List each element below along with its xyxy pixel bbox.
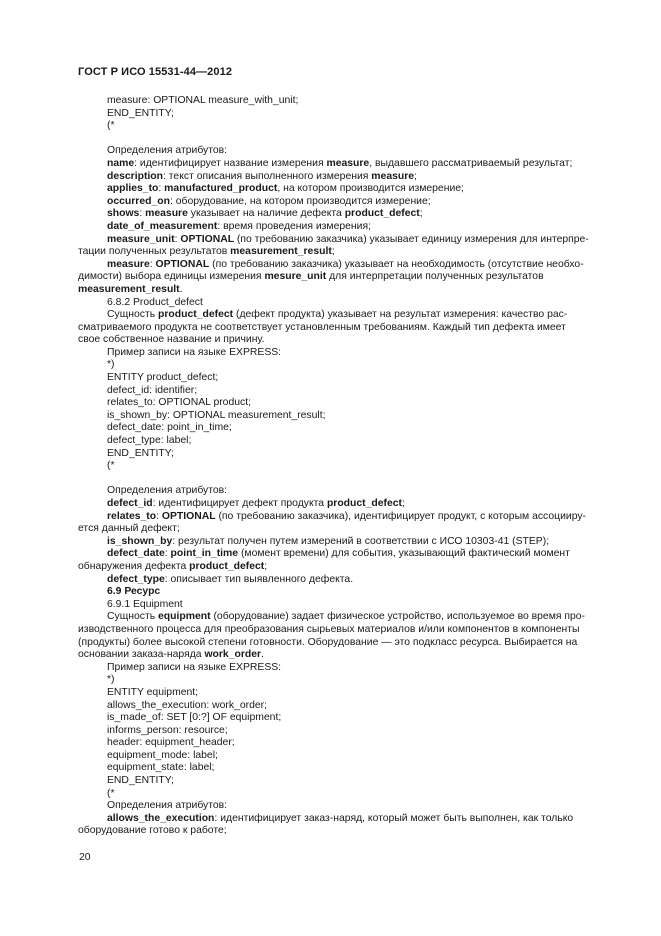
- code-line: defect_id: identifier;: [107, 384, 198, 396]
- code-line: allows_the_execution: work_order;: [107, 699, 267, 711]
- attr-measure-unit-cont: тации полученных результатов measurement_result;: [78, 246, 335, 258]
- attr-name: name: идентифицирует название измерения measure, выдавшего рассматриваемый результат;: [107, 157, 573, 169]
- code-line: is_shown_by: OPTIONAL measurement_result;: [107, 409, 326, 421]
- attr-is-shown-by: is_shown_by: результат получен путем измерений в соответствии с ИСО 10303-41 (STEP);: [107, 535, 550, 547]
- attr-relates-to: relates_to: OPTIONAL (по требованию заказчика), идентифицирует продукт, с которым ассоцииру-: [107, 510, 587, 522]
- paragraph-line: Сущность product_defect (дефект продукта) указывает на результат измерения: качество рас-: [107, 309, 568, 321]
- attr-allows-the-execution: allows_the_execution: идентифицирует заказ-наряд, который может быть выполнен, как только: [107, 812, 574, 824]
- example-heading: Пример записи на языке EXPRESS:: [107, 661, 282, 673]
- code-line: measure: OPTIONAL measure_with_unit;: [107, 95, 299, 106]
- code-line: END_ENTITY;: [107, 775, 174, 787]
- code-line: END_ENTITY;: [107, 107, 174, 119]
- definitions-heading: Определения атрибутов:: [107, 485, 228, 497]
- attr-date-of-measurement: date_of_measurement: время проведения измерения;: [107, 220, 371, 232]
- attr-allows-the-execution-cont: оборудование готово к работе;: [78, 825, 227, 837]
- paragraph-line: основании заказа-наряда work_order.: [78, 649, 264, 661]
- code-line: ENTITY equipment;: [107, 686, 199, 698]
- section-6-9-title: 6.9 Ресурс: [107, 586, 161, 598]
- attr-defect-date-cont: обнаружения дефекта product_defect;: [78, 560, 268, 572]
- attr-measure-unit: measure_unit: OPTIONAL (по требованию заказчика) указывает единицу измерения для интерпре-: [107, 233, 589, 245]
- page-body: [78, 95, 615, 838]
- code-line: (*: [107, 460, 115, 472]
- code-line: equipment_state: label;: [107, 762, 215, 774]
- paragraph-line: свое собственное название и причину.: [78, 334, 265, 346]
- paragraph-line: Сущность equipment (оборудование) задает физическое устройство, используемое во время про-: [107, 611, 586, 623]
- section-6-9-1-title: 6.9.1 Equipment: [107, 598, 183, 610]
- code-line: *): [107, 674, 115, 686]
- page-number: 20: [79, 852, 91, 863]
- paragraph-line: изводственного процесса для преобразования сырьевых материалов и/или компонентов в компоненты: [78, 623, 580, 635]
- example-heading: Пример записи на языке EXPRESS:: [107, 346, 282, 358]
- paragraph-line: сматриваемого продукта не соответствует установленным требованиям. Каждый тип дефекта имеет: [78, 321, 566, 333]
- code-line: defect_type: label;: [107, 435, 192, 447]
- code-line: is_made_of: SET [0:?] OF equipment;: [107, 712, 282, 724]
- definitions-heading: Определения атрибутов:: [107, 800, 228, 812]
- attr-defect-date: defect_date: point_in_time (момент времени) для события, указывающий фактический момент: [107, 548, 570, 560]
- attr-relates-to-cont: ется данный дефект;: [78, 523, 180, 535]
- page-header: ГОСТ Р ИСО 15531-44—2012: [78, 66, 233, 78]
- definitions-heading: Определения атрибутов:: [107, 145, 228, 157]
- code-line: *): [107, 359, 115, 371]
- attr-measure-cont2: measurement_result.: [78, 283, 183, 295]
- code-line: END_ENTITY;: [107, 447, 174, 459]
- attr-measure: measure: OPTIONAL (по требованию заказчика) указывает на необходимость (отсутствие необхо-: [107, 258, 584, 270]
- attr-defect-id: defect_id: идентифицирует дефект продукта product_defect;: [107, 498, 405, 509]
- code-line: defect_date: point_in_time;: [107, 422, 232, 434]
- code-line: header: equipment_header;: [107, 737, 235, 749]
- code-line: relates_to: OPTIONAL product;: [107, 397, 251, 409]
- attr-occurred-on: occurred_on: оборудование, на котором производится измерение;: [107, 195, 431, 207]
- paragraph-line: (продукты) более высокой степени готовности. Оборудование — это подкласс ресурса. Выбирается на: [78, 636, 578, 648]
- section-6-8-2-title: 6.8.2 Product_defect: [107, 296, 203, 308]
- attr-shows: shows: measure указывает на наличие дефекта product_defect;: [107, 208, 423, 220]
- code-line: (*: [107, 787, 115, 799]
- attr-applies-to: applies_to: manufactured_product, на котором производится измерение;: [107, 183, 464, 195]
- attr-description: description: текст описания выполненного измерения measure;: [107, 170, 417, 182]
- code-line: ENTITY product_defect;: [107, 372, 219, 384]
- code-line: informs_person: resource;: [107, 724, 228, 736]
- code-line: equipment_mode: label;: [107, 749, 218, 761]
- attr-measure-cont: димости) выбора единицы измерения mesure_unit для интерпретации полученных результатов: [78, 271, 544, 283]
- attr-defect-type: defect_type: описывает тип выявленного дефекта.: [107, 573, 354, 585]
- code-line: (*: [107, 120, 115, 132]
